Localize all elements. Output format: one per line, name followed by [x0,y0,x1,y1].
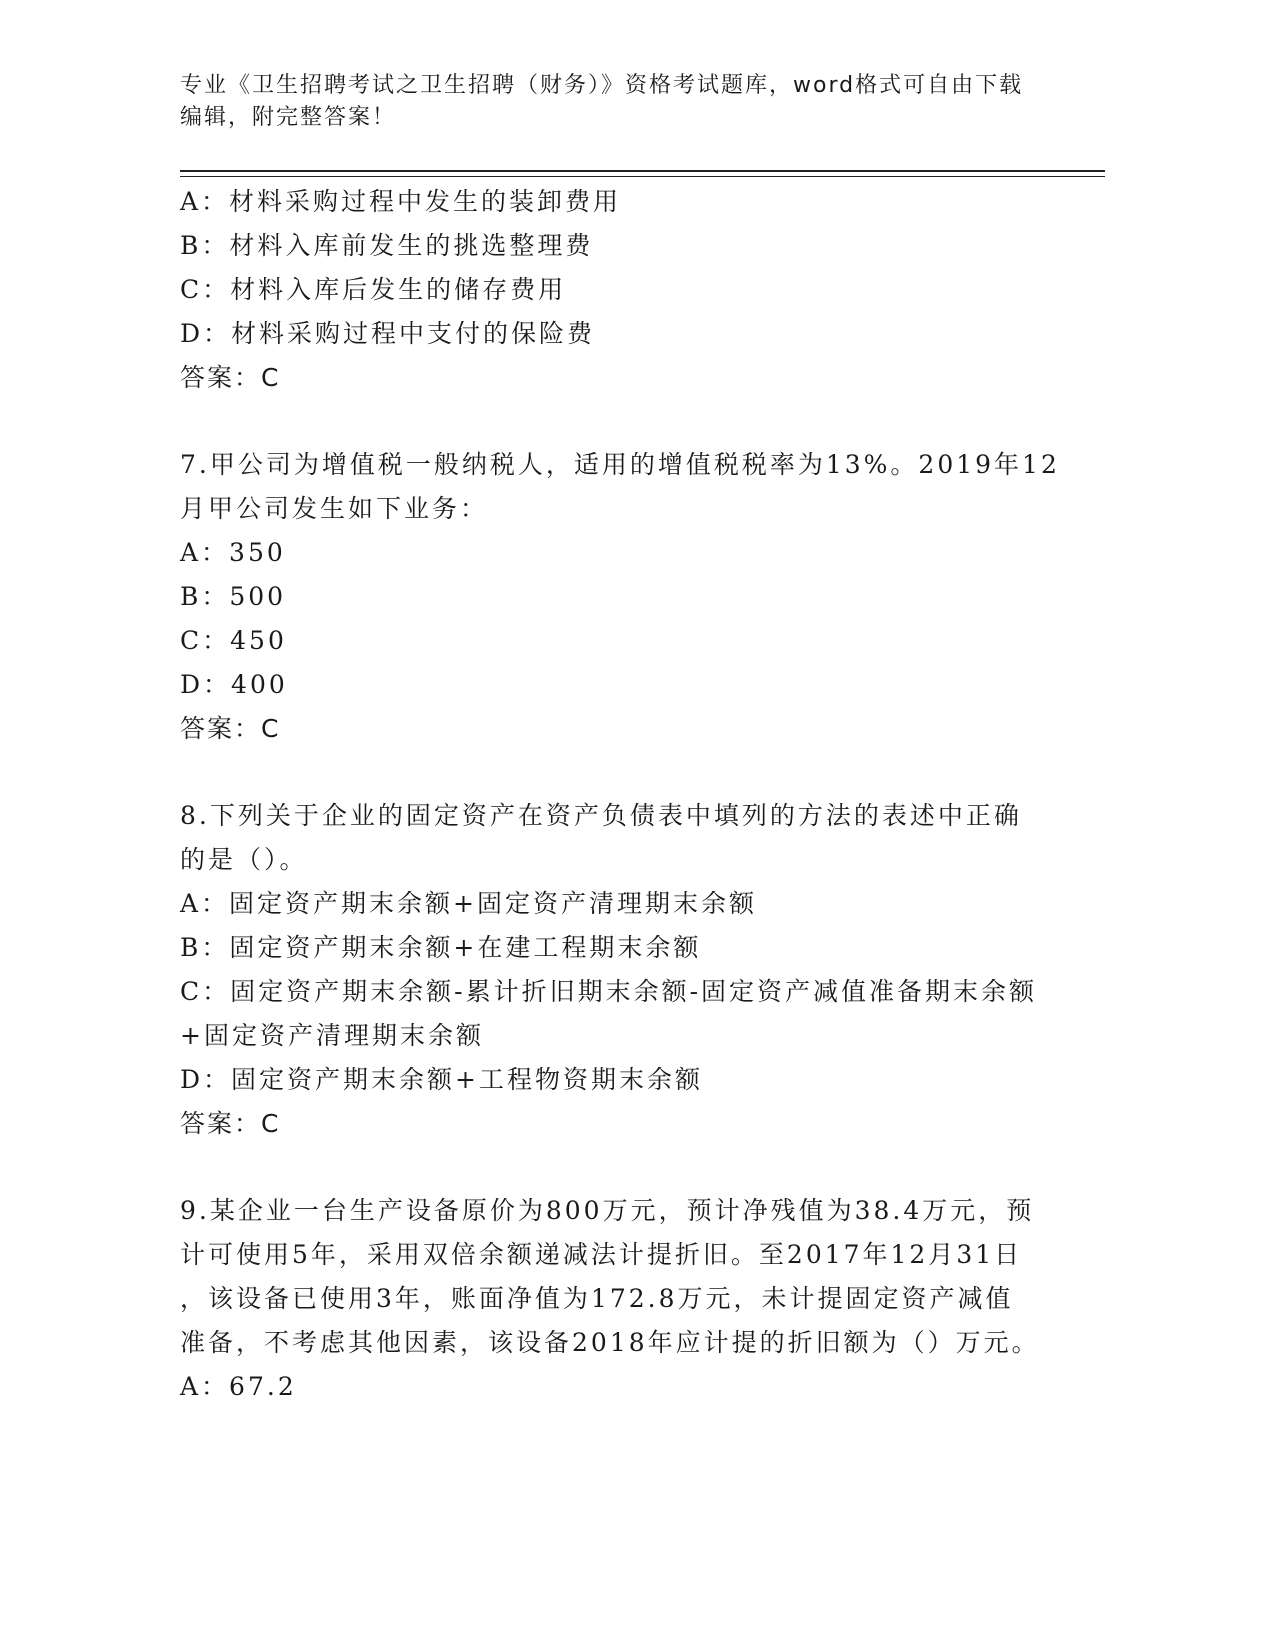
question-stem-line: 7.甲公司为增值税一般纳税人，适用的增值税税率为13%。2019年12 [180,450,1060,479]
option-d: D：材料采购过程中支付的保险费 [180,319,596,348]
answer: 答案：C [180,1109,281,1138]
spacer [180,400,1040,443]
option-d: D：400 [180,670,288,699]
option-c: C：450 [180,626,287,655]
question-list [180,180,1060,1409]
option-a: A：350 [180,538,286,567]
option-c: C：固定资产期末余额-累计折旧期末余额-固定资产减值准备期末余额 [180,977,1038,1006]
question-stem-line: 8.下列关于企业的固定资产在资产负债表中填列的方法的表述中正确 [180,801,1022,830]
header-divider-thick [180,170,1105,172]
question-8 [180,794,1040,1146]
option-a: A：固定资产期末余额+固定资产清理期末余额 [180,889,758,918]
spacer [180,751,1040,794]
question-stem-line: 准备，不考虑其他因素，该设备2018年应计提的折旧额为（）万元。 [180,1328,1040,1357]
question-7 [180,443,1060,751]
option-c: C：材料入库后发生的储存费用 [180,275,567,304]
document-header [180,70,1080,134]
question-6 [180,180,1040,400]
option-b: B：材料入库前发生的挑选整理费 [180,231,594,260]
answer: 答案：C [180,714,281,743]
option-c-continued: +固定资产清理期末余额 [180,1021,484,1050]
question-stem-line: 的是（）。 [180,845,308,874]
question-stem-line: 计可使用5年，采用双倍余额递减法计提折旧。至2017年12月31日 [180,1240,1023,1269]
question-stem-line: 月甲公司发生如下业务： [180,494,489,523]
option-a: A：67.2 [180,1372,297,1401]
question-stem-line: ，该设备已使用3年，账面净值为172.8万元，未计提固定资产减值 [180,1284,1014,1313]
spacer [180,1146,1040,1189]
header-line-2: 编辑，附完整答案！ [180,105,397,130]
option-b: B：500 [180,582,287,611]
header-divider-thin [180,176,1105,177]
option-b: B：固定资产期末余额+在建工程期末余额 [180,933,702,962]
option-a: A：材料采购过程中发生的装卸费用 [180,187,622,216]
answer: 答案：C [180,363,281,392]
header-line-1: 专业《卫生招聘考试之卫生招聘（财务）》资格考试题库，word格式可自由下载 [180,73,1024,98]
question-9 [180,1189,1040,1409]
question-stem-line: 9.某企业一台生产设备原价为800万元，预计净残值为38.4万元，预 [180,1196,1035,1225]
option-d: D：固定资产期末余额+工程物资期末余额 [180,1065,703,1094]
